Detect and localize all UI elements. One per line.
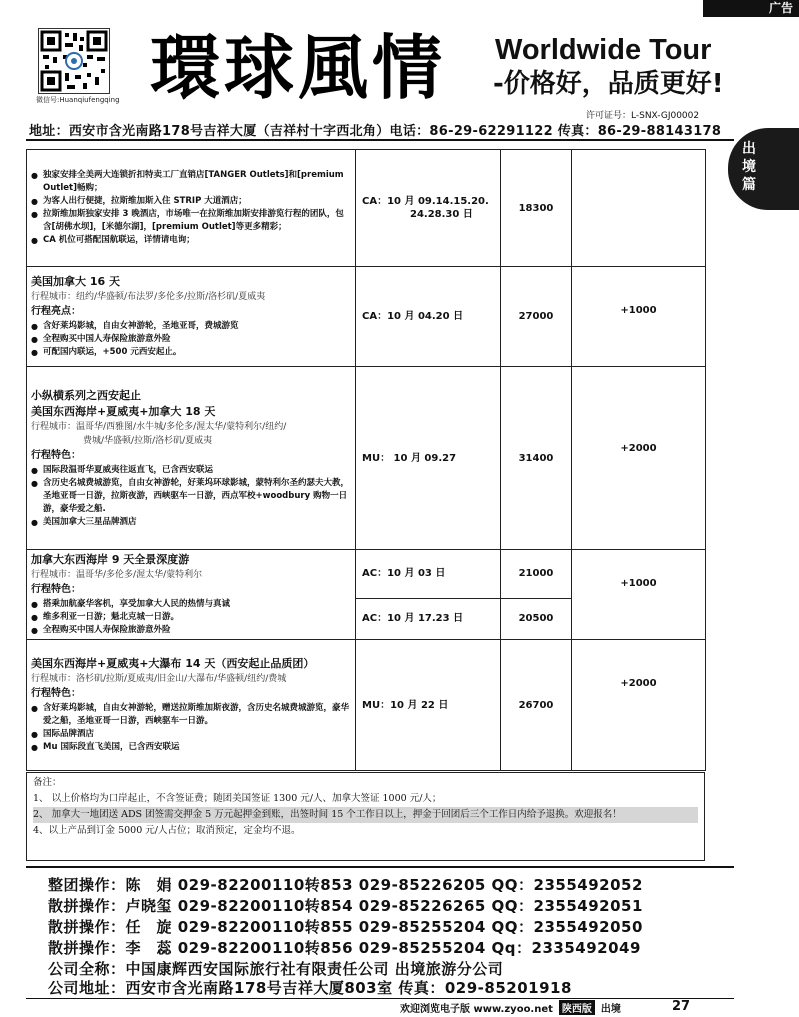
list-item: ● 国际品牌酒店 <box>31 728 351 741</box>
departure-dates: AC：10 月 17.23 日 <box>356 598 501 639</box>
price: 21000 <box>501 550 572 599</box>
departure-dates: CA：10 月 04.20 日 <box>356 267 501 367</box>
tour-series-title: 小纵横系列之西安起止 <box>31 388 141 402</box>
tour-cities: 行程城市：温哥华/多伦多/渥太华/蒙特利尔 <box>31 570 203 580</box>
tour-description <box>27 150 356 267</box>
tour-description <box>27 550 356 640</box>
surcharge: +2000 <box>572 640 706 771</box>
tour-cities: 行程城市：温哥华/西雅图/水牛城/多伦多/渥太华/蒙特利尔/纽约/ <box>31 421 287 432</box>
section-tab-label: 出境篇 <box>742 141 756 193</box>
section-tab <box>728 128 799 210</box>
notes-box <box>26 772 705 861</box>
note-item-highlighted: 2、 加拿大一地团送 ADS 团签需交押金 5 万元起押金到账，出签时间 15 个工作日以上，押金于回团后三个工作日内给予退换。欢迎报名！ <box>33 807 698 823</box>
departure-dates: MU： 10 月 09.27 <box>356 367 501 550</box>
slogan: -价格好，品质更好! <box>493 69 724 99</box>
table-row <box>27 150 706 267</box>
list-item: ● 全程购买中国人寿保险旅游意外险 <box>31 333 351 346</box>
list-item: ● 含历史名城费城游览，自由女神游轮，好莱坞环球影城，蒙特利尔圣约瑟夫大教，圣地亚哥一日游，拉斯夜游，西峡驱车一日游，西点军校+woodbury 购物一日游，豪华爱之船. <box>31 477 351 516</box>
edition-logo: 陕西版 <box>559 1000 595 1015</box>
table-row <box>27 550 706 599</box>
footer-divider <box>26 998 734 999</box>
departure-dates: MU：10 月 22 日 <box>356 640 501 771</box>
table-row <box>27 267 706 367</box>
tour-features-heading: 行程特色： <box>31 449 81 461</box>
list-item: ● 全程购买中国人寿保险旅游意外险 <box>31 624 351 637</box>
price: 26700 <box>501 640 572 771</box>
tour-title: 加拿大东西海岸 9 天全景深度游 <box>31 553 190 566</box>
price: 31400 <box>501 367 572 550</box>
list-item: ● CA 机位可搭配国航联运，详情请电询； <box>31 234 351 247</box>
note-item: 4、以上产品到订金 5000 元/人占位；取消预定，定金均不退。 <box>33 825 301 836</box>
address-contact-line: 地址：西安市含光南路178号吉祥大厦（吉祥村十字西北角）电话：86-29-62291122 传真：86-29-88143178 <box>29 124 722 139</box>
footer-website: 欢迎浏览电子版 www.zyoo.net <box>400 1004 553 1015</box>
price: 20500 <box>501 598 572 639</box>
list-item: ● 维多利亚一日游；魁北克城一日游。 <box>31 611 351 624</box>
license-number: 许可证号：L-SNX-GJ00002 <box>586 111 700 121</box>
surcharge: +2000 <box>572 367 706 550</box>
contact-line: 整团操作：陈 娟 029-82200110转853 029-85226205 QQ：2355492052 <box>48 876 643 894</box>
note-item: 1、 以上价格均为口岸起止，不含签证费；随团美国签证 1300 元/人、加拿大签证 1000 元/人； <box>33 793 442 804</box>
tour-description <box>27 367 356 550</box>
date-line: CA：10 月 09.14.15.20. <box>362 196 489 207</box>
footer <box>400 1000 621 1015</box>
list-item: ● 美国加拿大三星品牌酒店 <box>31 516 351 529</box>
list-item: ● 含好莱坞影城，自由女神游轮，圣地亚哥，费城游览 <box>31 320 351 333</box>
price: 18300 <box>501 150 572 267</box>
contact-line: 散拼操作：任 旋 029-82200110转855 029-85255204 QQ：2355492050 <box>48 918 643 936</box>
tour-features-heading: 行程特色： <box>31 584 81 595</box>
tour-highlights-heading: 行程亮点： <box>31 306 81 317</box>
tour-cities: 费城/华盛顿/拉斯/洛杉矶/夏威夷 <box>83 435 213 446</box>
header-divider <box>26 139 734 141</box>
tour-cities: 行程城市：纽约/华盛顿/布法罗/多伦多/拉斯/洛杉矶/夏威夷 <box>31 292 266 302</box>
wechat-id: 微信号:Huanqiufengqing <box>36 96 120 104</box>
tour-title: 美国加拿大 16 天 <box>31 275 120 288</box>
notes-title: 备注： <box>33 777 62 788</box>
date-line: 24.28.30 日 <box>410 209 473 220</box>
qr-code-image <box>38 28 110 94</box>
tour-title: 美国东西海岸+夏威夷+加拿大 18 天 <box>31 404 216 418</box>
list-item: ● 独家安排全美两大连锁折扣特卖工厂直销店[TANGER Outlets]和[premium Outlet]畅购； <box>31 169 351 195</box>
price: 27000 <box>501 267 572 367</box>
footer-section: 出境 <box>600 1004 621 1015</box>
contact-line: 散拼操作：李 蕊 029-82200110转856 029-85255204 Qq：2335492049 <box>48 939 641 957</box>
brand-english: Worldwide Tour <box>495 34 712 66</box>
departure-dates: AC：10 月 03 日 <box>356 550 501 599</box>
table-row <box>27 367 706 550</box>
departure-dates <box>356 150 501 267</box>
company-address: 公司地址：西安市含光南路178号吉祥大厦803室 传真：029-85201918 <box>48 979 572 997</box>
list-item: ● 为客人出行便捷，拉斯维加斯入住 STRIP 大道酒店； <box>31 195 351 208</box>
list-item: ● 可配国内联运，+500 元西安起止。 <box>31 346 351 359</box>
list-item: ● 含好莱坞影城，自由女神游轮，赠送拉斯维加斯夜游，含历史名城费城游览，豪华爱之船，圣地亚哥一日游，西峡驱车一日游。 <box>31 702 351 728</box>
surcharge: +1000 <box>572 267 706 367</box>
contact-divider <box>26 866 734 868</box>
company-name: 公司全称：中国康辉西安国际旅行社有限责任公司 出境旅游分公司 <box>48 960 504 978</box>
contact-line: 散拼操作：卢晓玺 029-82200110转854 029-85226265 QQ：2355492051 <box>48 897 643 915</box>
tour-table <box>26 149 706 771</box>
tour-cities: 行程城市：洛杉矶/拉斯/夏威夷/旧金山/大瀑布/华盛顿/纽约/费城 <box>31 674 287 684</box>
surcharge <box>572 150 706 267</box>
list-item: ● Mu 国际段直飞美国，已含西安联运 <box>31 741 351 754</box>
surcharge: +1000 <box>572 550 706 640</box>
list-item: ● 国际段温哥华夏威夷往返直飞，已含西安联运 <box>31 464 351 477</box>
tour-description <box>27 267 356 367</box>
brand-title: 環球風情 <box>150 26 446 109</box>
ad-tag: 广告 <box>703 0 799 17</box>
page-number: 27 <box>672 999 691 1014</box>
table-row <box>27 640 706 771</box>
list-item: ● 拉斯维加斯独家安排 3 晚酒店，市场唯一在拉斯维加斯安排游览行程的团队，包含[胡佛水坝]，[米德尔湖]，[premium Outlet]等更多精彩； <box>31 208 351 234</box>
tour-title: 美国东西海岸+夏威夷+大瀑布 14 天（西安起止品质团） <box>31 657 315 670</box>
list-item: ● 搭乘加航豪华客机，享受加拿大人民的热情与真诚 <box>31 598 351 611</box>
tour-description <box>27 640 356 771</box>
tour-features-heading: 行程特色： <box>31 688 81 699</box>
